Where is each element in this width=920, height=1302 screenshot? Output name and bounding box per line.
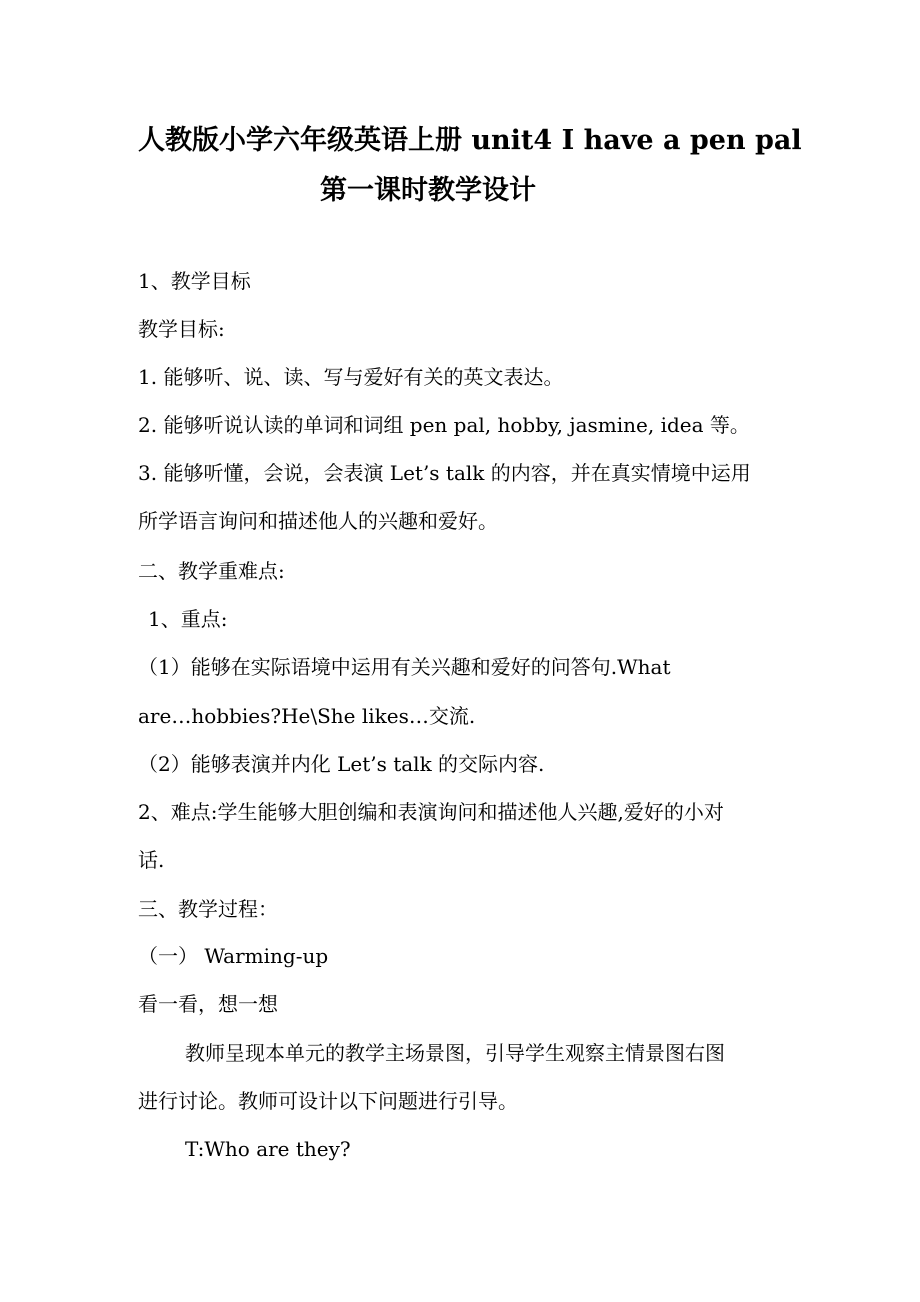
paragraph-line: 1. 能够听、说、读、写与爱好有关的英文表达。 [138,365,564,389]
paragraph-line: 话. [138,848,165,872]
section-heading-process: 三、教学过程： [138,897,278,921]
subheading-warming-up: （一） Warming-up [138,944,329,968]
paragraph-line: 所学语言询问和描述他人的兴趣和爱好。 [138,509,498,533]
document-subtitle: 第一课时教学设计 [320,175,536,206]
section-heading-key-points: 二、教学重难点: [138,559,285,583]
paragraph-line: 2. 能够听说认读的单词和词组 pen pal, hobby, jasmine, idea 等。 [138,413,750,437]
paragraph-line: 2、难点:学生能够大胆创编和表演询问和描述他人兴趣,爱好的小对 [138,800,724,824]
paragraph-line: are…hobbies?He\She likes…交流. [138,704,476,728]
paragraph-line: 教师呈现本单元的教学主场景图，引导学生观察主情景图右图 [185,1041,725,1065]
paragraph-line: 教学目标: [138,317,225,341]
document-title: 人教版小学六年级英语上册 unit4 I have a pen pal [138,125,802,156]
paragraph-line: T:Who are they? [185,1137,351,1161]
paragraph-line: （1）能够在实际语境中运用有关兴趣和爱好的问答句.What [138,655,671,679]
paragraph-line: 进行讨论。教师可设计以下问题进行引导。 [138,1089,518,1113]
subheading-focus: 1、重点: [148,607,228,631]
paragraph-line: （2）能够表演并内化 Let’s talk 的交际内容. [138,752,545,776]
paragraph-line: 看一看，想一想 [138,992,278,1016]
section-heading-objectives: 1、教学目标 [138,269,251,293]
paragraph-line: 3. 能够听懂，会说，会表演 Let’s talk 的内容，并在真实情境中运用 [138,461,751,485]
